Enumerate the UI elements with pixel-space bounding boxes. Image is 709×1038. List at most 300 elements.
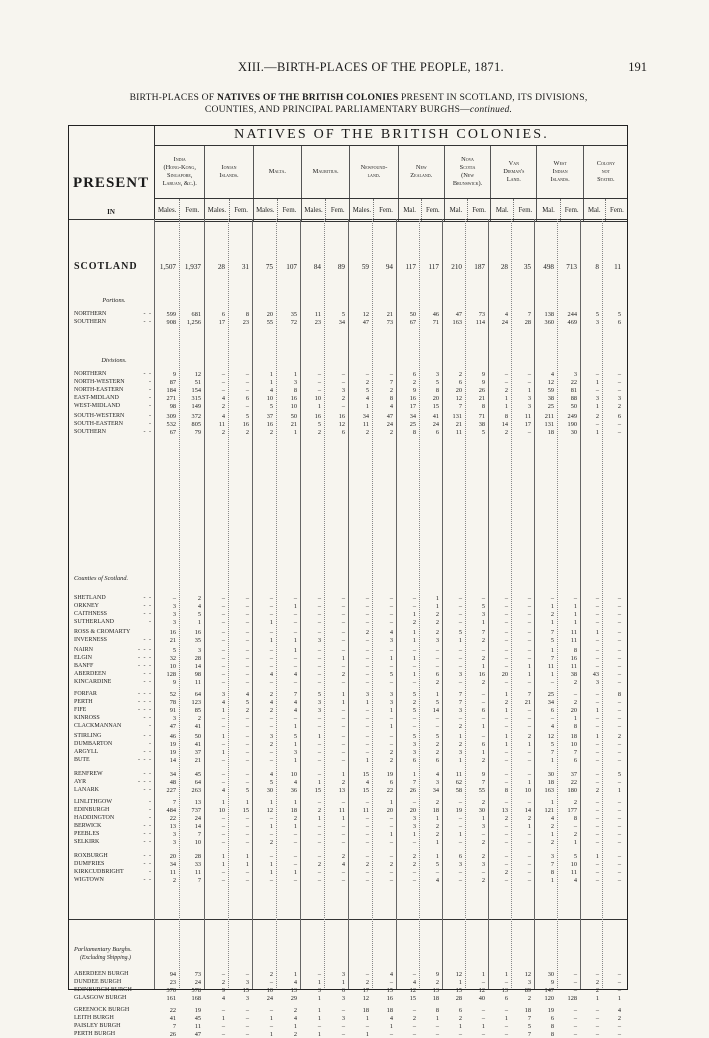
table-cell: 3 xyxy=(435,779,439,786)
table-row xyxy=(68,995,628,1002)
table-cell: – xyxy=(389,611,393,618)
table-cell: 41 xyxy=(194,723,201,730)
table-cell: – xyxy=(341,619,345,626)
table-cell: – xyxy=(317,799,321,806)
parliamentary-subtitle: (Excluding Shipping.) xyxy=(80,955,131,961)
table-cell: – xyxy=(389,733,393,740)
table-cell: 21 xyxy=(169,637,176,644)
table-cell: – xyxy=(293,595,297,602)
table-cell: 72 xyxy=(290,319,297,326)
table-cell: 7 xyxy=(172,799,176,806)
table-cell: – xyxy=(412,679,416,686)
table-cell: 2 xyxy=(389,757,393,764)
table-cell: – xyxy=(317,741,321,748)
table-cell: 3 xyxy=(527,403,531,410)
table-cell: 1 xyxy=(293,823,297,830)
leader-dots: - - - xyxy=(138,655,152,661)
table-cell: – xyxy=(245,619,249,626)
table-cell: 6 xyxy=(245,395,249,402)
table-cell: – xyxy=(269,595,273,602)
table-cell: 184 xyxy=(166,387,176,394)
table-cell: – xyxy=(527,723,531,730)
table-cell: – xyxy=(504,799,508,806)
table-cell: – xyxy=(341,379,345,386)
table-cell: 128 xyxy=(166,671,176,678)
table-cell: – xyxy=(481,699,485,706)
table-cell: 45 xyxy=(194,771,201,778)
row-label: KINROSS xyxy=(74,715,100,721)
table-cell: 15 xyxy=(362,787,369,794)
table-cell: 5 xyxy=(269,779,273,786)
table-cell: 34 xyxy=(409,413,416,420)
table-cell: 1 xyxy=(269,823,273,830)
table-cell: 11 xyxy=(194,869,201,876)
table-cell: 22 xyxy=(386,787,393,794)
table-cell: 1 xyxy=(573,611,577,618)
table-cell: – xyxy=(617,715,621,722)
table-cell: 2 xyxy=(317,861,321,868)
row-label: CLACKMANNAN xyxy=(74,723,122,729)
table-cell: – xyxy=(435,1023,439,1030)
table-cell: 1 xyxy=(458,1023,462,1030)
leader-dots: - xyxy=(149,379,152,385)
table-cell: 6 xyxy=(573,757,577,764)
table-cell: – xyxy=(527,679,531,686)
table-cell: – xyxy=(412,647,416,654)
subtitle-text: COUNTIES, AND PRINCIPAL PARLIAMENTARY BURGHS— xyxy=(204,104,470,115)
table-cell: – xyxy=(389,603,393,610)
table-cell: 7 xyxy=(389,379,393,386)
table-cell: 25 xyxy=(547,691,554,698)
table-cell: 73 xyxy=(386,319,393,326)
table-cell: – xyxy=(221,823,225,830)
table-cell: – xyxy=(365,679,369,686)
table-cell: 9 xyxy=(481,379,485,386)
table-cell: 2 xyxy=(504,699,508,706)
table-cell: 14 xyxy=(524,807,531,814)
table-cell: 3 xyxy=(197,647,201,654)
table-cell: 4 xyxy=(293,1015,297,1022)
table-cell: 4 xyxy=(617,1007,621,1014)
colony-header-line: Land. xyxy=(506,176,521,183)
table-cell: 36 xyxy=(290,787,297,794)
table-cell: – xyxy=(595,1015,599,1022)
table-cell: – xyxy=(269,853,273,860)
table-cell: 8 xyxy=(245,311,249,318)
table-cell: 7 xyxy=(550,861,554,868)
table-cell: 1 xyxy=(435,1015,439,1022)
table-cell: 1 xyxy=(458,831,462,838)
table-cell: 1 xyxy=(269,619,273,626)
table-cell: – xyxy=(221,595,225,602)
table-cell: 3 xyxy=(435,637,439,644)
table-cell: 2 xyxy=(573,799,577,806)
table-cell: 20 xyxy=(169,853,176,860)
table-cell: 18 xyxy=(570,733,577,740)
sex-header: Mal. xyxy=(398,199,421,222)
table-cell: 2 xyxy=(617,733,621,740)
table-cell: 18 xyxy=(547,779,554,786)
table-cell: 2 xyxy=(269,839,273,846)
table-cell: 1 xyxy=(365,403,369,410)
table-cell: 180 xyxy=(567,787,577,794)
table-cell: 47 xyxy=(386,413,393,420)
table-cell: 2 xyxy=(365,861,369,868)
table-cell: 1 xyxy=(527,741,531,748)
table-cell: 2 xyxy=(550,839,554,846)
table-cell: 20 xyxy=(386,807,393,814)
table-cell: 8 xyxy=(412,429,416,436)
table-cell: 62 xyxy=(455,779,462,786)
table-cell: 4 xyxy=(293,699,297,706)
table-cell: 5 xyxy=(527,1023,531,1030)
table-cell: – xyxy=(245,603,249,610)
table-cell: – xyxy=(595,749,599,756)
table-cell: – xyxy=(617,831,621,838)
table-cell: – xyxy=(412,1023,416,1030)
table-cell: 28 xyxy=(524,319,531,326)
table-cell: 50 xyxy=(409,311,416,318)
table-cell: 14 xyxy=(169,757,176,764)
table-cell: – xyxy=(550,679,554,686)
table-cell: 2 xyxy=(365,629,369,636)
table-cell: 24 xyxy=(501,319,508,326)
table-cell: 1 xyxy=(221,707,225,714)
table-cell: – xyxy=(527,707,531,714)
table-cell: 211 xyxy=(544,413,554,420)
table-cell: 4 xyxy=(504,311,508,318)
table-cell: 11 xyxy=(455,429,462,436)
table-cell: 17 xyxy=(218,319,225,326)
table-cell: – xyxy=(221,869,225,876)
table-cell: 4 xyxy=(435,877,439,884)
table-cell: 24 xyxy=(266,995,273,1002)
table-cell: 46 xyxy=(432,311,439,318)
table-cell: 3 xyxy=(595,395,599,402)
table-cell: 1 xyxy=(458,637,462,644)
table-cell: 10 xyxy=(290,771,297,778)
table-cell: 2 xyxy=(481,839,485,846)
table-cell: – xyxy=(435,869,439,876)
table-cell: 5 xyxy=(435,699,439,706)
table-cell: 31 xyxy=(241,263,249,271)
table-cell: – xyxy=(317,715,321,722)
table-cell: – xyxy=(595,971,599,978)
stub-title: PRESENT xyxy=(72,175,150,191)
table-cell: – xyxy=(595,815,599,822)
table-cell: – xyxy=(617,629,621,636)
table-cell: 3 xyxy=(527,979,531,986)
table-cell: 20 xyxy=(455,387,462,394)
table-cell: – xyxy=(481,1015,485,1022)
table-cell: 2 xyxy=(595,987,599,994)
table-cell: – xyxy=(365,655,369,662)
table-cell: – xyxy=(617,861,621,868)
leader-dots: - xyxy=(149,741,152,747)
table-cell: 4 xyxy=(550,815,554,822)
table-cell: 1 xyxy=(197,619,201,626)
table-cell: 3 xyxy=(341,995,345,1002)
table-cell: 114 xyxy=(475,319,485,326)
leader-dots: - xyxy=(149,387,152,393)
table-cell: 2 xyxy=(481,757,485,764)
table-cell: – xyxy=(317,647,321,654)
table-cell: – xyxy=(245,595,249,602)
leader-dots: - xyxy=(149,799,152,805)
table-cell: – xyxy=(527,861,531,868)
table-cell: – xyxy=(341,757,345,764)
table-cell: 9 xyxy=(550,979,554,986)
table-cell: 32 xyxy=(169,655,176,662)
table-cell: 11 xyxy=(218,421,225,428)
table-cell: – xyxy=(573,691,577,698)
table-cell: 1 xyxy=(365,699,369,706)
table-cell: 3 xyxy=(172,715,176,722)
table-cell: 24 xyxy=(194,815,201,822)
table-cell: 1 xyxy=(504,691,508,698)
table-cell: 5 xyxy=(550,637,554,644)
table-cell: – xyxy=(595,715,599,722)
sex-header: Males. xyxy=(253,199,277,222)
table-cell: 1 xyxy=(389,799,393,806)
table-cell: – xyxy=(504,1023,508,1030)
table-cell: – xyxy=(221,379,225,386)
table-cell: – xyxy=(504,1031,508,1038)
table-cell: – xyxy=(458,611,462,618)
table-cell: 3 xyxy=(221,691,225,698)
row-label: EAST-MIDLAND xyxy=(74,395,119,401)
table-cell: – xyxy=(365,733,369,740)
table-cell: – xyxy=(365,971,369,978)
table-cell: 2 xyxy=(269,741,273,748)
table-cell: – xyxy=(221,757,225,764)
table-cell: 34 xyxy=(338,319,345,326)
table-cell: 5 xyxy=(389,671,393,678)
table-cell: 1 xyxy=(595,995,599,1002)
table-cell: 4 xyxy=(389,403,393,410)
table-cell: – xyxy=(317,749,321,756)
table-cell: 41 xyxy=(169,1015,176,1022)
table-cell: 2 xyxy=(293,815,297,822)
table-cell: 15 xyxy=(455,987,462,994)
table-cell: 6 xyxy=(341,987,345,994)
colony-header-line: Labuan, &c.). xyxy=(162,180,197,187)
table-cell: 7 xyxy=(527,691,531,698)
table-cell: 79 xyxy=(194,429,201,436)
table-cell: 98 xyxy=(194,671,201,678)
table-cell: 1 xyxy=(365,757,369,764)
table-cell: – xyxy=(341,733,345,740)
table-cell: 1 xyxy=(269,371,273,378)
table-cell: 13 xyxy=(194,799,201,806)
table-cell: 11 xyxy=(570,637,577,644)
table-cell: – xyxy=(435,655,439,662)
row-label: ABERDEEN xyxy=(74,671,106,677)
table-cell: 12 xyxy=(455,971,462,978)
table-cell: – xyxy=(221,629,225,636)
table-cell: – xyxy=(458,869,462,876)
table-cell: 1 xyxy=(293,723,297,730)
table-cell: 2 xyxy=(245,429,249,436)
table-cell: 22 xyxy=(169,1007,176,1014)
table-cell: 1 xyxy=(365,1015,369,1022)
table-cell: 1 xyxy=(412,637,416,644)
table-cell: 1 xyxy=(595,403,599,410)
table-cell: – xyxy=(317,679,321,686)
table-cell: 2 xyxy=(550,611,554,618)
table-cell: – xyxy=(617,429,621,436)
table-cell: 20 xyxy=(432,395,439,402)
table-cell: – xyxy=(245,611,249,618)
table-cell: – xyxy=(481,869,485,876)
table-cell: 73 xyxy=(478,311,485,318)
table-cell: – xyxy=(365,741,369,748)
table-cell: 2 xyxy=(412,699,416,706)
table-cell: – xyxy=(527,771,531,778)
leader-dots: - - xyxy=(143,611,152,617)
table-cell: 30 xyxy=(570,429,577,436)
table-cell: 2 xyxy=(412,379,416,386)
table-cell: – xyxy=(504,611,508,618)
table-cell: 7 xyxy=(527,311,531,318)
table-cell: – xyxy=(245,1023,249,1030)
table-cell: – xyxy=(617,707,621,714)
row-label: INVERNESS xyxy=(74,637,108,643)
table-cell: – xyxy=(412,839,416,846)
leader-dots: - - xyxy=(143,371,152,377)
table-cell: 13 xyxy=(290,987,297,994)
table-cell: – xyxy=(245,629,249,636)
table-cell: 26 xyxy=(409,787,416,794)
table-cell: – xyxy=(341,595,345,602)
table-cell: 187 xyxy=(474,263,485,271)
table-cell: – xyxy=(293,839,297,846)
leader-dots: - xyxy=(149,815,152,821)
table-cell: 4 xyxy=(245,691,249,698)
leader-dots: - xyxy=(149,413,152,419)
table-cell: – xyxy=(293,861,297,868)
colony-header-line: New xyxy=(415,164,427,171)
table-cell: 18 xyxy=(524,1007,531,1014)
table-cell: 1 xyxy=(550,603,554,610)
table-cell: 16 xyxy=(386,995,393,1002)
table-cell: – xyxy=(221,815,225,822)
table-cell: 64 xyxy=(194,779,201,786)
table-cell: 35 xyxy=(523,263,531,271)
table-cell: 15 xyxy=(386,987,393,994)
table-cell: – xyxy=(389,1031,393,1038)
table-cell: 2 xyxy=(221,403,225,410)
table-cell: 15 xyxy=(409,995,416,1002)
table-cell: – xyxy=(412,715,416,722)
table-cell: 1 xyxy=(504,971,508,978)
table-cell: 28 xyxy=(500,263,508,271)
table-cell: 3 xyxy=(317,699,321,706)
table-cell: – xyxy=(458,663,462,670)
table-cell: 75 xyxy=(265,263,273,271)
table-cell: 5 xyxy=(317,691,321,698)
table-cell: 51 xyxy=(194,379,201,386)
table-cell: – xyxy=(221,619,225,626)
table-cell: 2 xyxy=(221,429,225,436)
leader-dots: - - - xyxy=(138,779,152,785)
table-cell: 4 xyxy=(435,771,439,778)
row-label: SELKIRK xyxy=(74,839,100,845)
table-cell: 4 xyxy=(221,995,225,1002)
table-cell: – xyxy=(504,1007,508,1014)
row-label: GREENOCK BURGH xyxy=(74,1007,130,1013)
table-cell: – xyxy=(458,877,462,884)
table-cell: 1 xyxy=(317,403,321,410)
table-cell: – xyxy=(595,757,599,764)
table-cell: 6 xyxy=(458,1007,462,1014)
table-cell: 3 xyxy=(412,823,416,830)
table-cell: 16 xyxy=(570,655,577,662)
colony-header-line: (New xyxy=(461,172,475,179)
table-cell: – xyxy=(389,679,393,686)
table-cell: 35 xyxy=(290,311,297,318)
table-cell: 1 xyxy=(293,799,297,806)
table-cell: 117 xyxy=(405,263,416,271)
data-table xyxy=(68,125,628,1038)
table-cell: 1 xyxy=(504,1015,508,1022)
table-cell: 12 xyxy=(362,995,369,1002)
table-cell: 1 xyxy=(481,971,485,978)
table-cell: – xyxy=(504,715,508,722)
table-cell: 34 xyxy=(362,413,369,420)
sex-header: Mal. xyxy=(444,199,467,222)
table-cell: 1 xyxy=(341,771,345,778)
table-cell: – xyxy=(573,979,577,986)
table-cell: 85 xyxy=(194,707,201,714)
table-cell: 1 xyxy=(317,779,321,786)
table-cell: 34 xyxy=(547,699,554,706)
table-cell: 11 xyxy=(314,311,321,318)
table-cell: 1 xyxy=(481,723,485,730)
table-cell: 7 xyxy=(550,629,554,636)
table-cell: – xyxy=(458,679,462,686)
table-cell: – xyxy=(527,429,531,436)
table-cell: 7 xyxy=(458,699,462,706)
table-cell: – xyxy=(617,807,621,814)
table-cell: 37 xyxy=(194,749,201,756)
table-cell: – xyxy=(245,387,249,394)
table-cell: 7 xyxy=(550,655,554,662)
table-cell: 4 xyxy=(293,979,297,986)
table-cell: – xyxy=(245,749,249,756)
table-cell: – xyxy=(293,611,297,618)
table-cell: 2 xyxy=(481,853,485,860)
leader-dots: - - - xyxy=(138,647,152,653)
row-label: PAISLEY BURGH xyxy=(74,1023,121,1029)
table-cell: – xyxy=(365,707,369,714)
table-cell: – xyxy=(221,971,225,978)
table-cell: – xyxy=(389,619,393,626)
leader-dots: - xyxy=(149,807,152,813)
row-label: ELGIN xyxy=(74,655,92,661)
table-cell: 1 xyxy=(550,757,554,764)
table-cell: 2 xyxy=(458,371,462,378)
table-cell: 18 xyxy=(362,1007,369,1014)
row-label: FORFAR xyxy=(74,691,97,697)
table-cell: 9 xyxy=(412,387,416,394)
table-cell: – xyxy=(341,831,345,838)
table-cell: – xyxy=(221,877,225,884)
table-cell: – xyxy=(504,749,508,756)
table-cell: 6 xyxy=(617,319,621,326)
subtitle-continued: continued. xyxy=(469,104,513,115)
table-cell: 3 xyxy=(595,319,599,326)
